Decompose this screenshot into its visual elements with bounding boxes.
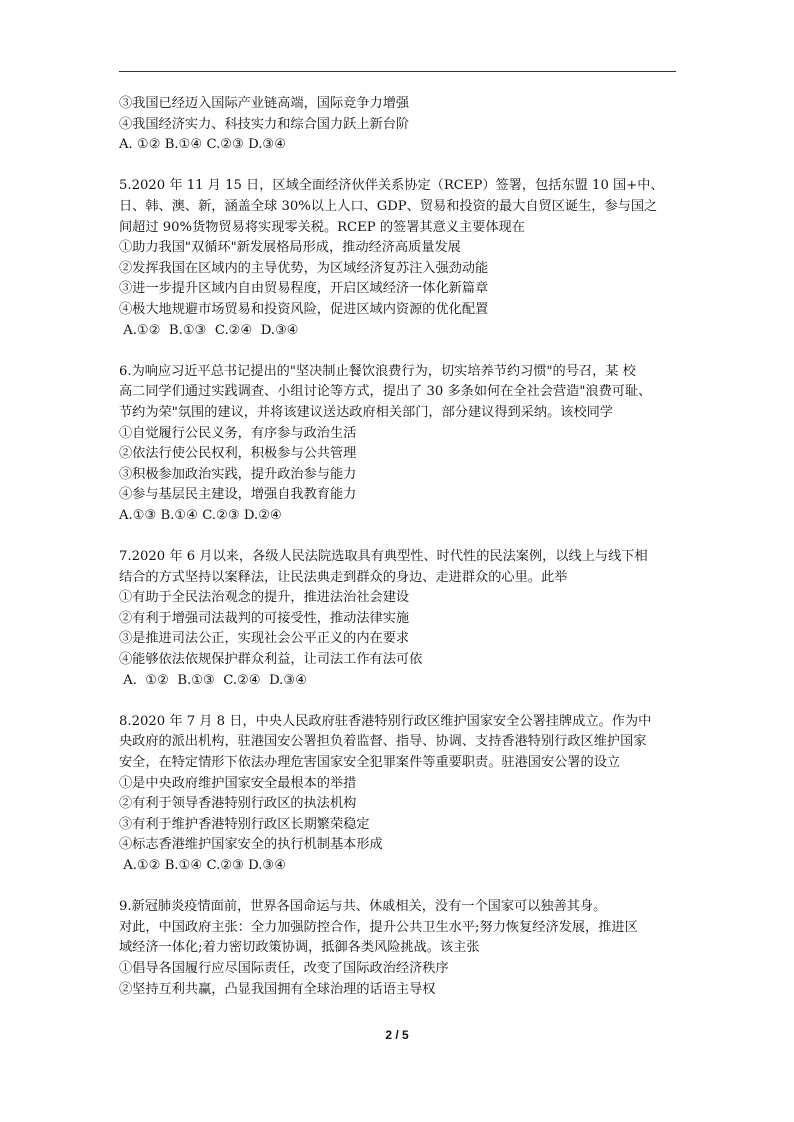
question-stem-line: 结合的方式坚持以案释法，让民法典走到群众的身边、走进群众的心里。此举 <box>119 569 568 585</box>
page-number: 2 / 5 <box>385 1028 409 1042</box>
option-item: ②坚持互利共赢，凸显我国拥有全球治理的话语主导权 <box>119 981 436 997</box>
answer-choices: A.①② B.①③ C.②④ D.③④ <box>119 322 299 338</box>
question-stem-line: 8.2020 年 7 月 8 日，中央人民政府驻香港特别行政区维护国家安全公署挂牌成立。作为中 <box>119 713 652 729</box>
option-item: ②有利于增强司法裁判的可接受性，推动法律实施 <box>119 610 410 626</box>
answer-choices: A. ①② B.①④ C.②③ D.③④ <box>119 137 287 153</box>
question-stem-line: 安全，在特定情形下依法办理危害国家安全犯罪案件等重要职责。驻港国安公署的设立 <box>119 755 621 770</box>
option-item: ①自觉履行公民义务，有序参与政治生活 <box>119 425 357 441</box>
answer-choices: A. ①② B.①③ C.②④ D.③④ <box>119 672 308 688</box>
option-item: ④极大地规避市场贸易和投资风险，促进区域内资源的优化配置 <box>119 301 489 317</box>
question-stem-line: 9.新冠肺炎疫情面前，世界各国命运与共、休戚相关，没有一个国家可以独善其身。 <box>119 899 607 915</box>
question-stem-line: 日、韩、澳、新，涵盖全球 30%以上人口、GDP、贸易和投资的最大自贸区诞生，参与国之 <box>119 198 658 214</box>
option-item: ③进一步提升区域内自由贸易程度，开启区域经济一体化新篇章 <box>119 281 489 297</box>
question-stem-line: 6.为响应习近平总书记提出的"坚决制止餐饮浪费行为，切实培养节约习惯"的号召，某 校 <box>119 363 636 379</box>
option-item: ①助力我国"双循环"新发展格局形成，推动经济高质量发展 <box>119 240 461 256</box>
option-item: ②发挥我国在区域内的主导优势，为区域经济复苏注入强劲动能 <box>119 260 489 276</box>
answer-choices: A.①③ B.①④ C.②③ D.②④ <box>119 507 282 523</box>
option-item: ②依法行使公民权利，积极参与公共管理 <box>119 446 357 462</box>
question-stem-line: 7.2020 年 6 月以来，各级人民法院选取具有典型性、时代性的民法案例，以线上与线下相 <box>119 549 648 565</box>
option-item: ④能够依法依规保护群众利益，让司法工作有法可依 <box>119 652 423 668</box>
option-item: ④参与基层民主建设，增强自我教育能力 <box>119 487 357 503</box>
question-stem-line: 央政府的派出机构，驻港国安公署担负着监督、指导、协调、支持香港特别行政区维护国家 <box>119 734 647 750</box>
question-5 <box>119 176 679 341</box>
question-stem-line: 5.2020 年 11 月 15 日，区域全面经济伙伴关系协定（RCEP）签署，包括东盟 10 国+中、 <box>119 178 664 194</box>
option-item: ①倡导各国履行应尽国际责任，改变了国际政治经济秩序 <box>119 960 449 976</box>
question-6 <box>119 362 679 527</box>
option-item: ④标志香港维护国家安全的执行机制基本形成 <box>119 837 383 853</box>
option-item: ④我国经济实力、科技实力和综合国力跃上新台阶 <box>119 116 410 132</box>
option-item: ①是中央政府维护国家安全最根本的举措 <box>119 775 357 791</box>
question-stem-line: 域经济一体化;着力密切政策协调，抵御各类风险挑战。该主张 <box>119 940 480 956</box>
page-content <box>119 94 679 1000</box>
option-item: ③是推进司法公正，实现社会公平正义的内在要求 <box>119 631 410 647</box>
question-4-tail <box>119 94 679 156</box>
question-stem-line: 对此，中国政府主张：全力加强防控合作，提升公共卫生水平;努力恢复经济发展，推进区 <box>119 919 638 935</box>
option-item: ②有利于领导香港特别行政区的执法机构 <box>119 796 357 812</box>
header-rule <box>119 71 676 72</box>
question-stem-line: 节约为荣"氛围的建议，并将该建议送达政府相关部门，部分建议得到采纳。该校同学 <box>119 404 613 420</box>
option-item: ①有助于全民法治观念的提升，推进法治社会建设 <box>119 590 410 606</box>
question-stem-line: 间超过 90%货物贸易将实现零关税。RCEP 的签署其意义主要体现在 <box>119 219 525 235</box>
question-7 <box>119 547 679 691</box>
question-9 <box>119 897 679 1000</box>
question-stem-line: 高二同学们通过实践调查、小组讨论等方式，提出了 30 多条如何在全社会营造"浪费可耻、 <box>119 384 652 400</box>
answer-choices: A.①② B.①④ C.②③ D.③④ <box>119 857 287 873</box>
option-item: ③我国已经迈入国际产业链高端，国际竞争力增强 <box>119 96 410 111</box>
option-item: ③积极参加政治实践，提升政治参与能力 <box>119 466 357 482</box>
option-item: ③有利于维护香港特别行政区长期繁荣稳定 <box>119 816 370 832</box>
question-8 <box>119 712 679 877</box>
